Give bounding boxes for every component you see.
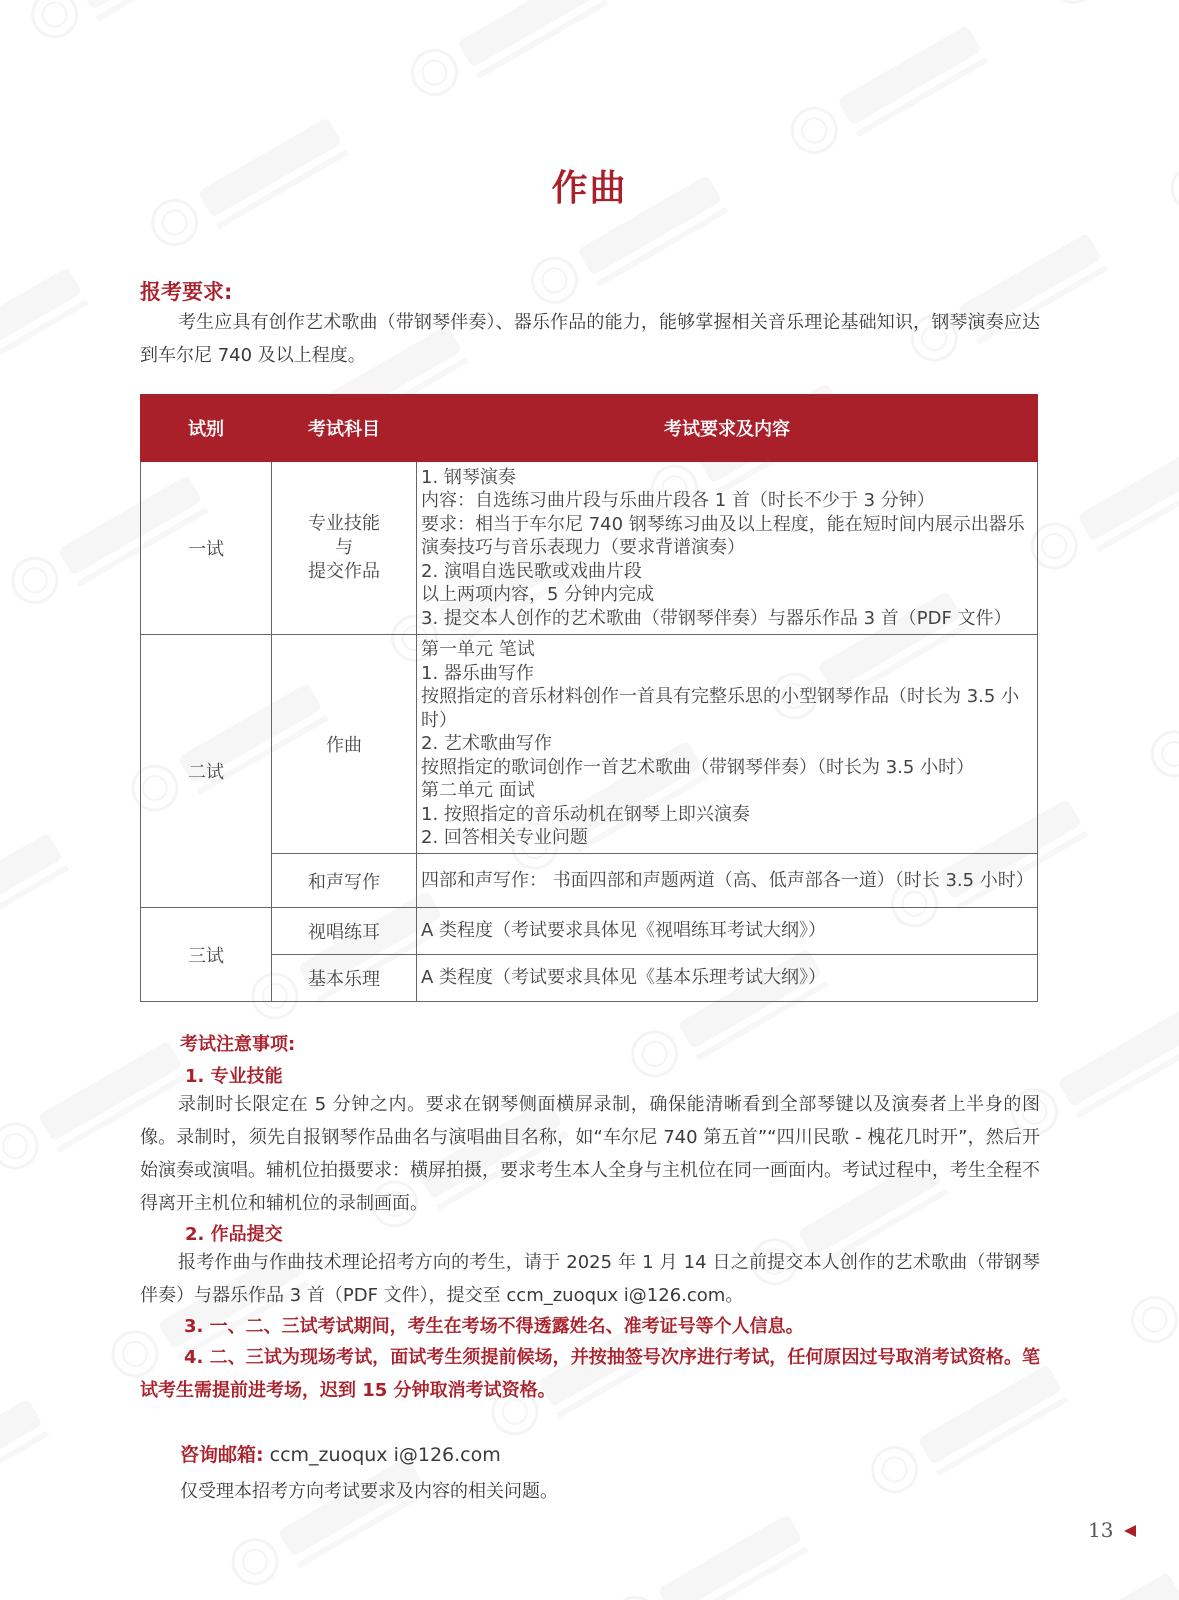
round3-subject2: 基本乐理 — [272, 955, 417, 1002]
round3-subject1: 视唱练耳 — [272, 908, 417, 955]
page-number: 13 — [1088, 1518, 1114, 1542]
page-arrow-icon — [1124, 1525, 1136, 1537]
notes-item2-title: 2. 作品提交 — [185, 1224, 283, 1245]
round2-content2: 四部和声写作： 书面四部和声题两道（高、低声部各一道）（时长 3.5 小时） — [417, 854, 1038, 908]
round2-subject1: 作曲 — [272, 635, 417, 854]
content-line: 按照指定的歌词创作一首艺术歌曲（带钢琴伴奏）（时长为 3.5 小时） — [421, 756, 975, 778]
round3-content2: A 类程度（考试要求具体见《基本乐理考试大纲》） — [417, 955, 1038, 1002]
contact-note: 仅受理本招考方向考试要求及内容的相关问题。 — [180, 1481, 558, 1502]
page-title: 作曲 — [551, 168, 628, 209]
content-line: 1. 器乐曲写作 — [421, 662, 534, 684]
round2-content1 — [417, 635, 1038, 854]
header-subject: 考试科目 — [272, 395, 417, 462]
table-row — [141, 462, 1038, 635]
content-line: 1. 按照指定的音乐动机在钢琴上即兴演奏 — [421, 803, 750, 825]
notes-item4: 4. 二、三试为现场考试，面试考生须提前候场，并按抽签号次序进行考试，任何原因过号取消考试资格。笔试考生需提前进考场，迟到 15 分钟取消考试资格。 — [140, 1347, 1040, 1401]
round1-content — [417, 462, 1038, 635]
exam-table — [140, 394, 1038, 1002]
header-round: 试别 — [141, 395, 272, 462]
content-line: 要求：相当于车尔尼 740 钢琴练习曲及以上程度，能在短时间内展示出器乐演奏技巧与音乐表现力（要求背谱演奏） — [421, 513, 1025, 559]
table-row — [141, 635, 1038, 854]
table-row — [141, 854, 1038, 908]
round1-name: 一试 — [141, 462, 272, 635]
contact — [180, 1440, 501, 1467]
content-line: 第一单元 笔试 — [421, 639, 535, 661]
round1-subject-line: 与 — [335, 537, 353, 558]
round3-content1: A 类程度（考试要求具体见《视唱练耳考试大纲》） — [417, 908, 1038, 955]
notes-item2-text: 报考作曲与作曲技术理论招考方向的考生，请于 2025 年 1 月 14 日之前提交本人创作的艺术歌曲（带钢琴伴奏）与器乐作品 3 首（PDF 文件），提交至 ccm_zuoqux i@126.com。 — [140, 1252, 1040, 1306]
notes-item1-title: 1. 专业技能 — [185, 1066, 283, 1087]
table-header-row — [141, 395, 1038, 462]
round2-subject2: 和声写作 — [272, 854, 417, 908]
round3-name: 三试 — [141, 908, 272, 1002]
round1-subject-line: 专业技能 — [308, 513, 380, 534]
content-line: 2. 演唱自选民歌或戏曲片段 — [421, 560, 642, 582]
content-line: 2. 艺术歌曲写作 — [421, 733, 552, 755]
round1-subject-line: 提交作品 — [308, 561, 380, 582]
contact-email[interactable]: ccm_zuoqux i@126.com — [269, 1444, 501, 1466]
content-line: 内容：自选练习曲片段与乐曲片段各 1 首（时长不少于 3 分钟） — [421, 490, 935, 512]
notes-heading: 考试注意事项: — [180, 1034, 296, 1055]
notes-item1-text: 录制时长限定在 5 分钟之内。要求在钢琴侧面横屏录制，确保能清晰看到全部琴键以及演奏者上半身的图像。录制时，须先自报钢琴作品曲名与演唱曲目名称，如“车尔尼 740 第五首”“四川民歌 - 槐花几时开”，然后开始演奏或演唱。辅机位拍摄要求：横屏拍摄，要求考生本人全身与主机位在同一画面内。考试过程中，考生全程不得离开主机位和辅机位的录制画面。 — [140, 1094, 1040, 1214]
contact-label: 咨询邮箱: — [180, 1444, 264, 1466]
requirements-heading: 报考要求: — [140, 280, 233, 304]
header-content: 考试要求及内容 — [417, 395, 1038, 462]
content-line: 3. 提交本人创作的艺术歌曲（带钢琴伴奏）与器乐作品 3 首（PDF 文件） — [421, 607, 1012, 629]
content-line: 按照指定的音乐材料创作一首具有完整乐思的小型钢琴作品（时长为 3.5 小时） — [421, 686, 1020, 731]
table-row — [141, 908, 1038, 955]
requirements-text: 考生应具有创作艺术歌曲（带钢琴伴奏）、器乐作品的能力，能够掌握相关音乐理论基础知识，钢琴演奏应达到车尔尼 740 及以上程度。 — [140, 312, 1040, 366]
content-line: 2. 回答相关专业问题 — [421, 827, 588, 849]
content-line: 第二单元 面试 — [421, 780, 535, 802]
round2-name: 二试 — [141, 635, 272, 908]
round1-subject — [272, 462, 417, 635]
table-row — [141, 955, 1038, 1002]
notes-item3: 3. 一、二、三试考试期间，考生在考场不得透露姓名、准考证号等个人信息。 — [184, 1316, 804, 1337]
content-line: 1. 钢琴演奏 — [421, 466, 516, 488]
content-line: 以上两项内容，5 分钟内完成 — [421, 584, 655, 606]
